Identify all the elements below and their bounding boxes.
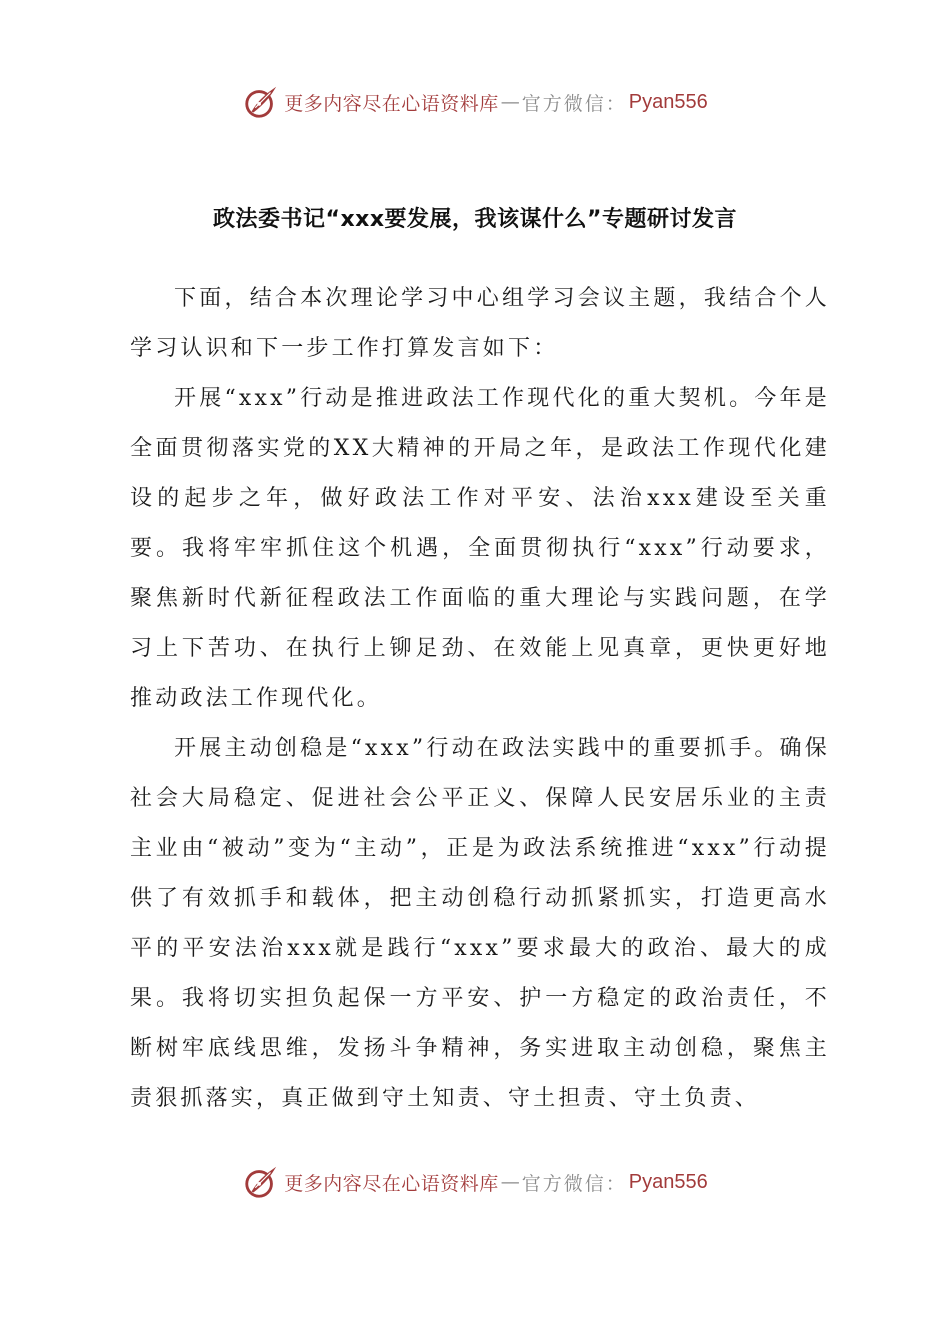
banner-brand-text: 更多内容尽在心语资料库 — [284, 1172, 499, 1195]
banner-wechat-id: Pyan556 — [628, 90, 708, 113]
paragraph-2: 开展“xxx”行动是推进政法工作现代化的重大契机。今年是全面贯彻落实党的XX大精神的开局之年，是政法工作现代化建设的起步之年，做好政法工作对平安、法治xxx建设至关重要。我将牢牢抓住这个机遇，全面贯彻执行“xxx”行动要求，聚焦新时代新征程政法工作面临的重大理论与实践问题，在学习上下苦功、在执行上铆足劲、在效能上见真章，更快更好地推动政法工作现代化。 — [130, 386, 830, 711]
banner-wechat-label: 官方微信： — [521, 1172, 627, 1195]
banner-dash: — — [500, 1171, 520, 1193]
quill-pen-logo-icon — [242, 83, 280, 121]
banner-wechat-id: Pyan556 — [628, 1170, 708, 1193]
paragraph-1: 下面，结合本次理论学习中心组学习会议主题，我结合个人学习认识和下一步工作打算发言如下： — [130, 286, 830, 361]
header-banner — [0, 80, 950, 124]
paragraph-3: 开展主动创稳是“xxx”行动在政法实践中的重要抓手。确保社会大局稳定、促进社会公平正义、保障人民安居乐业的主责主业由“被动”变为“主动”，正是为政法系统推进“xxx”行动提供了有效抓手和载体，把主动创稳行动抓紧抓实，打造更高水平的平安法治xxx就是践行“xxx”要求最大的政治、最大的成果。我将切实担负起保一方平安、护一方稳定的政治责任，不断树牢底线思维，发扬斗争精神，务实进取主动创稳，聚焦主责狠抓落实，真正做到守土知责、守土担责、守土负责、 — [130, 736, 830, 1111]
banner-wechat-label: 官方微信： — [521, 92, 627, 115]
footer-banner — [0, 1160, 950, 1204]
quill-pen-logo-icon — [242, 1163, 280, 1201]
banner-brand-text: 更多内容尽在心语资料库 — [284, 92, 499, 115]
document-title: 政法委书记“xxx要发展，我该谋什么”专题研讨发言 — [213, 207, 737, 232]
document-body — [130, 274, 830, 1124]
banner-dash: — — [500, 91, 520, 113]
